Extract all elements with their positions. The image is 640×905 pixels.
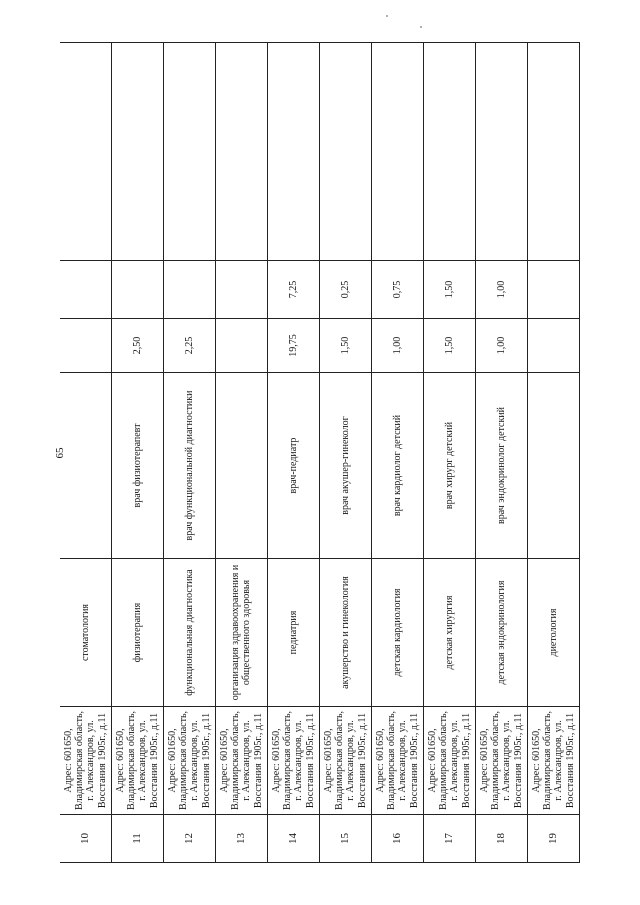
row-number: 16 xyxy=(371,815,423,863)
row-number: 17 xyxy=(423,815,475,863)
position-cell xyxy=(60,373,111,559)
rate-cell xyxy=(527,319,579,373)
table-row xyxy=(475,43,527,863)
row-number: 15 xyxy=(319,815,371,863)
row-number: 11 xyxy=(111,815,163,863)
profile-cell: педиатрия xyxy=(267,559,319,707)
profile-cell: функциональная диагностика xyxy=(163,559,215,707)
table-row xyxy=(371,43,423,863)
empty-cell xyxy=(267,43,319,261)
rate-extra-cell xyxy=(60,261,111,319)
rate-cell xyxy=(215,319,267,373)
position-cell: врач физиотерапевт xyxy=(111,373,163,559)
address-cell: Адрес: 601650, Владимирская область, г. Александров, ул. Восстания 1905г., д.11 xyxy=(527,707,579,815)
address-cell: Адрес: 601650, Владимирская область, г. Александров, ул. Восстания 1905г., д.11 xyxy=(111,707,163,815)
table-row xyxy=(319,43,371,863)
staffing-table-wrapper xyxy=(60,43,580,863)
rate-extra-cell xyxy=(111,261,163,319)
profile-cell: детская эндокринология xyxy=(475,559,527,707)
row-number: 12 xyxy=(163,815,215,863)
rate-extra-cell: 0,75 xyxy=(371,261,423,319)
rate-cell: 1,00 xyxy=(371,319,423,373)
position-cell: врач-педиатр xyxy=(267,373,319,559)
rate-cell: 19,75 xyxy=(267,319,319,373)
profile-cell: диетология xyxy=(527,559,579,707)
empty-cell xyxy=(423,43,475,261)
address-cell: Адрес: 601650, Владимирская область, г. Александров, ул. Восстания 1905г., д.11 xyxy=(163,707,215,815)
position-cell xyxy=(215,373,267,559)
table-row xyxy=(111,43,163,863)
rate-extra-cell: 0,25 xyxy=(319,261,371,319)
rate-extra-cell: 7,25 xyxy=(267,261,319,319)
scan-speck xyxy=(386,15,388,17)
rate-extra-cell: 1,00 xyxy=(475,261,527,319)
rate-cell: 1,50 xyxy=(423,319,475,373)
rate-cell: 2,25 xyxy=(163,319,215,373)
empty-cell xyxy=(319,43,371,261)
position-cell: врач акушер-гинеколог xyxy=(319,373,371,559)
rate-extra-cell xyxy=(215,261,267,319)
row-number: 10 xyxy=(60,815,111,863)
rate-cell: 2,50 xyxy=(111,319,163,373)
address-cell: Адрес: 601650, Владимирская область, г. Александров, ул. Восстания 1905г., д.11 xyxy=(475,707,527,815)
profile-cell: организация здравоохранения и общественного здоровья xyxy=(215,559,267,707)
row-number: 19 xyxy=(527,815,579,863)
table-row xyxy=(215,43,267,863)
address-cell: Адрес: 601650, Владимирская область, г. Александров, ул. Восстания 1905г., д.11 xyxy=(423,707,475,815)
rate-extra-cell xyxy=(163,261,215,319)
position-cell: врач хирург детский xyxy=(423,373,475,559)
empty-cell xyxy=(527,43,579,261)
address-cell: Адрес: 601650, Владимирская область, г. Александров, ул. Восстания 1905г., д.11 xyxy=(60,707,111,815)
empty-cell xyxy=(111,43,163,261)
scan-speck xyxy=(420,26,422,28)
address-cell: Адрес: 601650, Владимирская область, г. Александров, ул. Восстания 1905г., д.11 xyxy=(371,707,423,815)
staffing-table xyxy=(60,42,580,863)
position-cell: врач кардиолог детский xyxy=(371,373,423,559)
address-cell: Адрес: 601650, Владимирская область, г. Александров, ул. Восстания 1905г., д.11 xyxy=(319,707,371,815)
rate-cell: 1,50 xyxy=(319,319,371,373)
rate-extra-cell: 1,50 xyxy=(423,261,475,319)
page-number: 65 xyxy=(54,447,66,459)
empty-cell xyxy=(475,43,527,261)
table-row xyxy=(267,43,319,863)
rate-cell xyxy=(60,319,111,373)
table-row xyxy=(163,43,215,863)
position-cell: врач функциональной диагностики xyxy=(163,373,215,559)
address-cell: Адрес: 601650, Владимирская область, г. Александров, ул. Восстания 1905г., д.11 xyxy=(215,707,267,815)
empty-cell xyxy=(371,43,423,261)
profile-cell: стоматология xyxy=(60,559,111,707)
row-number: 14 xyxy=(267,815,319,863)
empty-cell xyxy=(215,43,267,261)
table-row xyxy=(60,43,111,863)
address-cell: Адрес: 601650, Владимирская область, г. Александров, ул. Восстания 1905г., д.11 xyxy=(267,707,319,815)
rate-cell: 1,00 xyxy=(475,319,527,373)
empty-cell xyxy=(163,43,215,261)
rate-extra-cell xyxy=(527,261,579,319)
position-cell xyxy=(527,373,579,559)
table-row xyxy=(423,43,475,863)
profile-cell: детская кардиология xyxy=(371,559,423,707)
position-cell: врач эндокринолог детский xyxy=(475,373,527,559)
profile-cell: акушерство и гинекология xyxy=(319,559,371,707)
empty-cell xyxy=(60,43,111,261)
table-row xyxy=(527,43,579,863)
row-number: 13 xyxy=(215,815,267,863)
profile-cell: детская хирургия xyxy=(423,559,475,707)
row-number: 18 xyxy=(475,815,527,863)
profile-cell: физиотерапия xyxy=(111,559,163,707)
